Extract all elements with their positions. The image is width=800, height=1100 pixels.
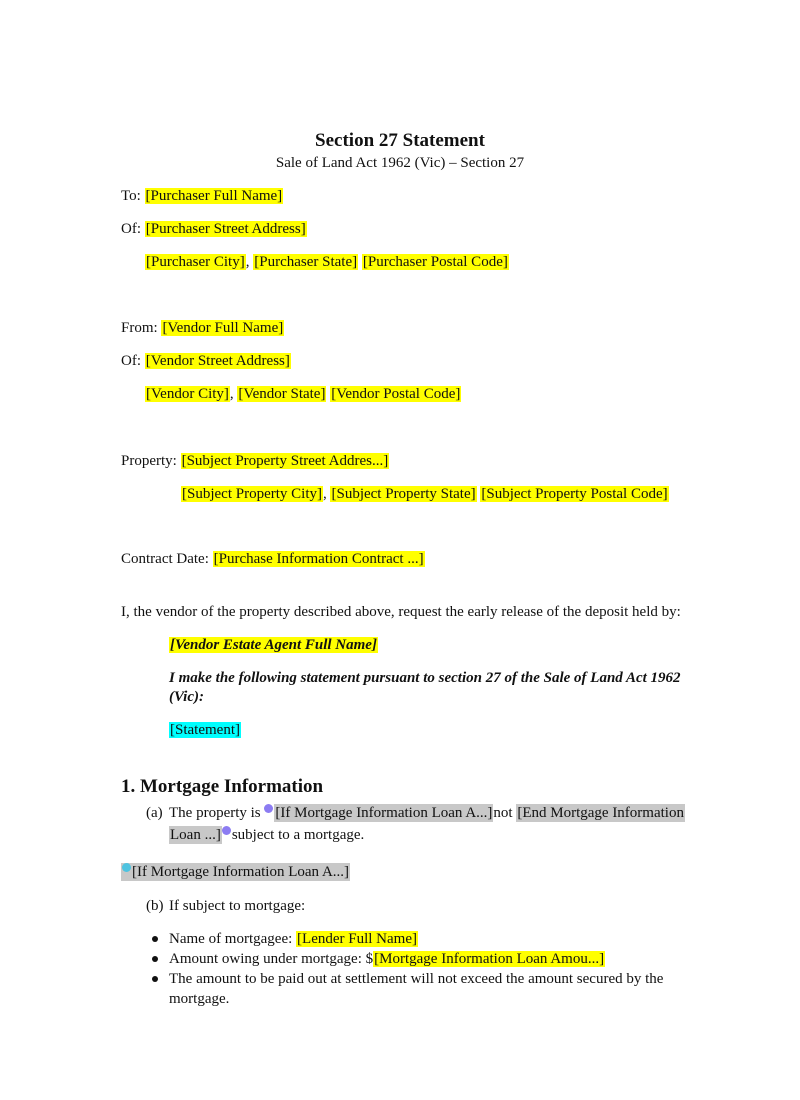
purchaser-street-field[interactable]: [Purchaser Street Address]: [145, 221, 306, 237]
of-label: Of:: [121, 353, 141, 369]
block-condition-line: [121, 862, 350, 882]
mortgagee-label: Name of mortgagee:: [169, 931, 293, 947]
settlement-text: The amount to be paid out at settlement will not exceed the amount secured by the mortgage.: [169, 971, 664, 1007]
purchaser-state-field[interactable]: [Purchaser State]: [254, 254, 358, 270]
clause-a-not: not: [493, 805, 513, 821]
clause-a-text1: The property is: [169, 805, 261, 821]
clause-b-text: If subject to mortgage:: [169, 898, 306, 914]
request-paragraph: I, the vendor of the property described above, request the early release of the deposit held by:: [121, 604, 681, 620]
statement-field[interactable]: [Statement]: [170, 722, 240, 738]
property-state-field[interactable]: [Subject Property State]: [331, 486, 476, 502]
property-city-field[interactable]: [Subject Property City]: [182, 486, 322, 502]
vendor-agent-field[interactable]: [Vendor Estate Agent Full Name]: [170, 637, 377, 653]
condition-if-field[interactable]: [If Mortgage Information Loan A...]: [275, 805, 493, 821]
to-label: To:: [121, 188, 141, 204]
list-item: [148, 929, 678, 949]
list-item: [148, 949, 678, 969]
vendor-city-field[interactable]: [Vendor City]: [146, 386, 229, 402]
comma-separator: ,: [245, 254, 250, 270]
from-label: From:: [121, 320, 158, 336]
amount-owing-label: Amount owing under mortgage: $: [169, 951, 374, 967]
clause-a-line2: [169, 825, 364, 845]
statement-line: [169, 720, 241, 740]
purchaser-city-field[interactable]: [Purchaser City]: [146, 254, 245, 270]
vendor-of-line: [121, 351, 291, 371]
vendor-street-field[interactable]: [Vendor Street Address]: [145, 353, 290, 369]
contract-date-field[interactable]: [Purchase Information Contract ...]: [213, 551, 424, 567]
purchaser-of-line: [121, 219, 307, 239]
purchaser-city-line: [145, 252, 509, 272]
purchaser-full-name-field[interactable]: [Purchaser Full Name]: [145, 188, 283, 204]
purchaser-postal-field[interactable]: [Purchaser Postal Code]: [362, 254, 508, 270]
purchaser-to-line: [121, 186, 283, 206]
block-condition-field[interactable]: [121, 863, 350, 881]
condition-end-field-cont[interactable]: Loan ...]: [170, 827, 221, 843]
document-title: Section 27 Statement: [315, 130, 485, 151]
agent-line: [169, 635, 378, 655]
comma-separator: ,: [322, 486, 327, 502]
lender-name-field[interactable]: [Lender Full Name]: [297, 931, 417, 947]
list-item: [148, 969, 678, 1009]
mortgage-bullet-list: [148, 929, 678, 1009]
mortgage-heading: 1. Mortgage Information: [121, 776, 324, 797]
vendor-city-line: [145, 384, 461, 404]
clause-a-label: (a): [146, 805, 163, 821]
vendor-postal-field[interactable]: [Vendor Postal Code]: [331, 386, 461, 402]
loan-amount-field[interactable]: [Mortgage Information Loan Amou...]: [374, 951, 605, 967]
contract-date-label: Contract Date:: [121, 551, 209, 567]
clause-a-text2: subject to a mortgage.: [231, 827, 365, 843]
block-condition-label: [If Mortgage Information Loan A...]: [132, 864, 350, 880]
property-street-field[interactable]: [Subject Property Street Addres...]: [181, 453, 389, 469]
document-subtitle: Sale of Land Act 1962 (Vic) – Section 27: [275, 155, 525, 171]
contract-date-line: [121, 549, 425, 569]
property-line: [121, 451, 389, 471]
comma-separator: ,: [229, 386, 234, 402]
statement-intro-line2: (Vic):: [169, 689, 204, 705]
property-city-line: [181, 484, 669, 504]
condition-marker-icon[interactable]: [264, 804, 273, 813]
vendor-from-line: [121, 318, 284, 338]
vendor-full-name-field[interactable]: [Vendor Full Name]: [162, 320, 284, 336]
property-label: Property:: [121, 453, 177, 469]
condition-marker-icon[interactable]: [122, 863, 131, 872]
vendor-state-field[interactable]: [Vendor State]: [238, 386, 326, 402]
statement-intro-line1: I make the following statement pursuant to section 27 of the Sale of Land Act 1962: [169, 670, 681, 686]
condition-end-field[interactable]: [End Mortgage Information: [517, 805, 684, 821]
of-label: Of:: [121, 221, 141, 237]
property-postal-field[interactable]: [Subject Property Postal Code]: [481, 486, 668, 502]
clause-b-label: (b): [146, 898, 164, 914]
condition-marker-icon[interactable]: [222, 826, 231, 835]
clause-a-line1: [169, 803, 685, 823]
